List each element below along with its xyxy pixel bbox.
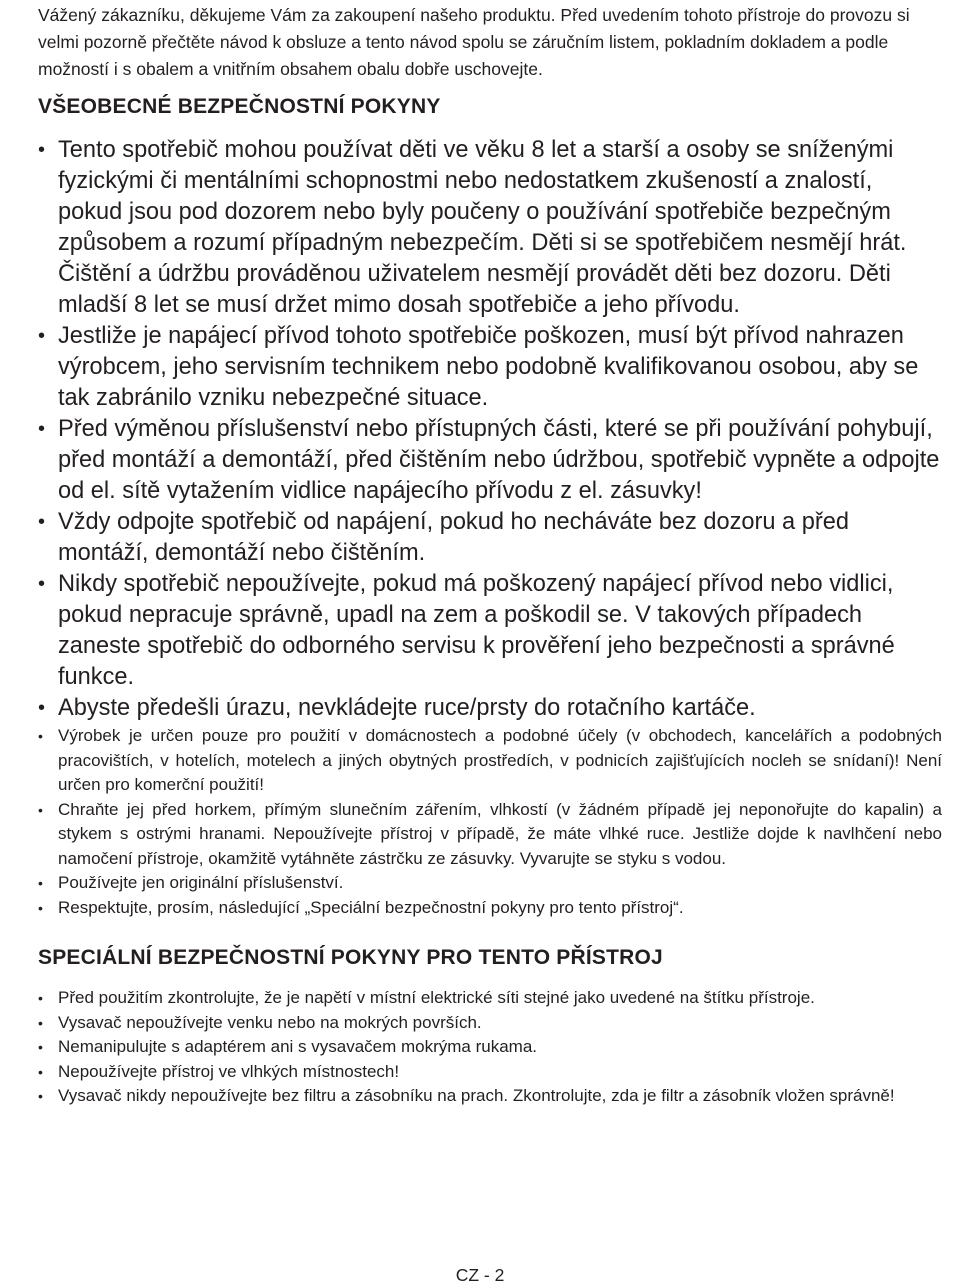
- list-item: • Nepoužívejte přístroj ve vlhkých místnostech!: [38, 1060, 942, 1085]
- list-item: • Nikdy spotřebič nepoužívejte, pokud má poškozený napájecí přívod nebo vidlici, pokud nepracuje správně, upadl na zem a poškodil se. V takových případech zaneste spotřebič do odborného servisu k prověření jeho bezpečnosti a správné funkce.: [38, 569, 942, 693]
- general-safety-small-list: [38, 724, 942, 920]
- list-item: • Chraňte jej před horkem, přímým slunečním zářením, vlhkostí (v žádném případě jej neponořujte do kapalin) a stykem s ostrými hranami. Nepoužívejte přístroj v případě, že máte vlhké ruce. Jestliže dojde k navlhčení nebo namočení přístroje, okamžitě vytáhněte zástrčku ze zásuvky. Vyvarujte se styku s vodou.: [38, 798, 942, 872]
- list-item: • Respektujte, prosím, následující „Speciální bezpečnostní pokyny pro tento přístroj“.: [38, 896, 942, 921]
- intro-paragraph: Vážený zákazníku, děkujeme Vám za zakoupení našeho produktu. Před uvedením tohoto přístroje do provozu si velmi pozorně přečtěte návod k obsluze a tento návod spolu se záručním listem, pokladním dokladem a podle možností i s obalem a vnitřním obsahem obalu dobře uschovejte.: [38, 5, 910, 79]
- list-item: • Tento spotřebič mohou používat děti ve věku 8 let a starší a osoby se sníženými fyzickými či mentálními schopnostmi nebo nedostatkem zkušeností a znalostí, pokud jsou pod dozorem nebo byly poučeny o používání spotřebiče bezpečným způsobem a rozumí případným nebezpečím. Děti si se spotřebičem nesmějí hrát. Čištění a údržbu prováděnou uživatelem nesmějí provádět děti bez dozoru. Děti mladší 8 let se musí držet mimo dosah spotřebiče a jeho přívodu.: [38, 135, 942, 321]
- list-item: • Nemanipulujte s adaptérem ani s vysavačem mokrýma rukama.: [38, 1035, 942, 1060]
- special-safety-heading: SPECIÁLNÍ BEZPEČNOSTNÍ POKYNY PRO TENTO PŘÍSTROJ: [38, 946, 663, 969]
- special-safety-list: [38, 986, 942, 1109]
- list-item: • Vysavač nikdy nepoužívejte bez filtru a zásobníku na prach. Zkontrolujte, zda je filtr a zásobník vložen správně!: [38, 1084, 942, 1109]
- list-item: • Před použitím zkontrolujte, že je napětí v místní elektrické síti stejné jako uvedené na štítku přístroje.: [38, 986, 942, 1011]
- page-number: CZ - 2: [455, 1265, 505, 1285]
- list-item: • Vysavač nepoužívejte venku nebo na mokrých površích.: [38, 1011, 942, 1036]
- list-item: • Abyste předešli úrazu, nevkládejte ruce/prsty do rotačního kartáče.: [38, 693, 942, 724]
- manual-page: [38, 0, 942, 1109]
- list-item: • Výrobek je určen pouze pro použití v domácnostech a podobné účely (v obchodech, kancelářích a podobných pracovištích, v hotelích, motelech a jiných obytných prostředích, v podnicích zajišťujících nocleh se snídaní)! Není určen pro komerční použití!: [38, 724, 942, 798]
- list-item: • Používejte jen originální příslušenství.: [38, 871, 942, 896]
- list-item: • Před výměnou příslušenství nebo přístupných části, které se při používání pohybují, před montáží a demontáží, před čištěním nebo údržbou, spotřebič vypněte a odpojte od el. sítě vytažením vidlice napájecího přívodu z el. zásuvky!: [38, 414, 942, 507]
- list-item: • Vždy odpojte spotřebič od napájení, pokud ho necháváte bez dozoru a před montáží, demontáží nebo čištěním.: [38, 507, 942, 569]
- list-item: • Jestliže je napájecí přívod tohoto spotřebiče poškozen, musí být přívod nahrazen výrobcem, jeho servisním technikem nebo podobně kvalifikovanou osobou, aby se tak zabránilo vzniku nebezpečné situace.: [38, 321, 942, 414]
- general-safety-heading: VŠEOBECNÉ BEZPEČNOSTNÍ POKYNY: [38, 95, 441, 118]
- general-safety-large-list: [38, 135, 942, 724]
